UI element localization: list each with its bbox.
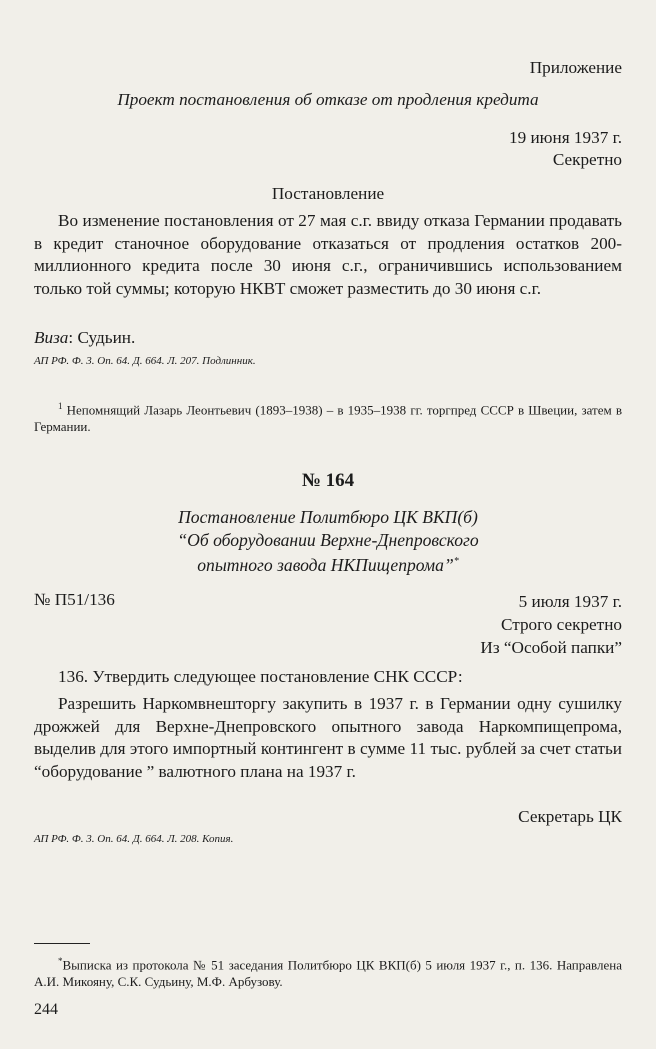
resolution-visa bbox=[34, 328, 135, 348]
draft-date: 19 июня 1937 г. bbox=[508, 128, 622, 147]
appendix-label: Приложение bbox=[529, 58, 622, 77]
document-title bbox=[34, 506, 622, 576]
document-number: № 164 bbox=[301, 470, 355, 491]
document-signature: Секретарь ЦК bbox=[518, 807, 622, 826]
document-title-line-1: Постановление Политбюро ЦК ВКП(б) bbox=[178, 507, 478, 527]
document-page bbox=[34, 0, 622, 1049]
footnote-2-text: Выписка из протокола № 51 заседания Политбюро ЦК ВКП(б) 5 июля 1937 г., п. 136. Направлена А.И. Микояну, С.К. Судьину, М.Ф. Арбузову. bbox=[34, 957, 622, 990]
page-number: 244 bbox=[34, 1001, 58, 1018]
footnote-1-mark: 1 bbox=[58, 401, 63, 411]
resolution-heading: Постановление bbox=[271, 184, 385, 203]
document-ref: № П51/136 bbox=[34, 590, 115, 609]
document-title-line-2: “Об оборудовании Верхне-Днепровского bbox=[177, 529, 479, 550]
footnote-2-mark: * bbox=[58, 956, 63, 966]
footnote-rule bbox=[34, 943, 90, 944]
footnote-2 bbox=[34, 953, 622, 990]
document-secrecy: Строго секретно bbox=[500, 615, 622, 634]
document-source: АП РФ. Ф. 3. Оп. 64. Д. 664. Л. 208. Копия. bbox=[34, 833, 234, 845]
draft-secrecy: Секретно bbox=[552, 150, 622, 169]
document-folder: Из “Особой папки” bbox=[480, 638, 622, 657]
visa-label: Виза bbox=[34, 328, 69, 347]
document-date: 5 июля 1937 г. bbox=[518, 592, 622, 611]
footnote-1-text: Непомнящий Лазарь Леонтьевич (1893–1938) – в 1935–1938 гг. торгпред СССР в Швеции, затем в Германии. bbox=[34, 402, 622, 435]
document-item: 136. Утвердить следующее постановление СНК СССР: bbox=[58, 667, 463, 686]
visa-value: : Судьин. bbox=[68, 328, 136, 347]
resolution-body: Во изменение постановления от 27 мая с.г. ввиду отказа Германии продавать в кредит станочное оборудование отказаться от продления остатков 200-миллионного кредита после 30 июня с.г., ограничившись использованием только той суммы; которую НКВТ сможет разместить до 30 июня с.г. bbox=[34, 211, 622, 298]
footnote-1 bbox=[34, 398, 622, 435]
document-title-footnote-mark: * bbox=[453, 556, 459, 567]
document-body: Разрешить Наркомвнешторгу закупить в 1937 г. в Германии одну сушилку дрожжей для Верхне-Днепровского опытного завода Наркомпищепрома, выделив для этого импортный контингент в сумме 11 тыс. рублей за счет статьи “оборудование ” валютного плана на 1937 г. bbox=[34, 694, 622, 781]
document-title-line-3: опытного завода НКПищепрома”* bbox=[197, 554, 459, 575]
resolution-source: АП РФ. Ф. 3. Оп. 64. Д. 664. Л. 207. Подлинник. bbox=[34, 355, 256, 367]
draft-title: Проект постановления об отказе от продления кредита bbox=[117, 90, 539, 109]
